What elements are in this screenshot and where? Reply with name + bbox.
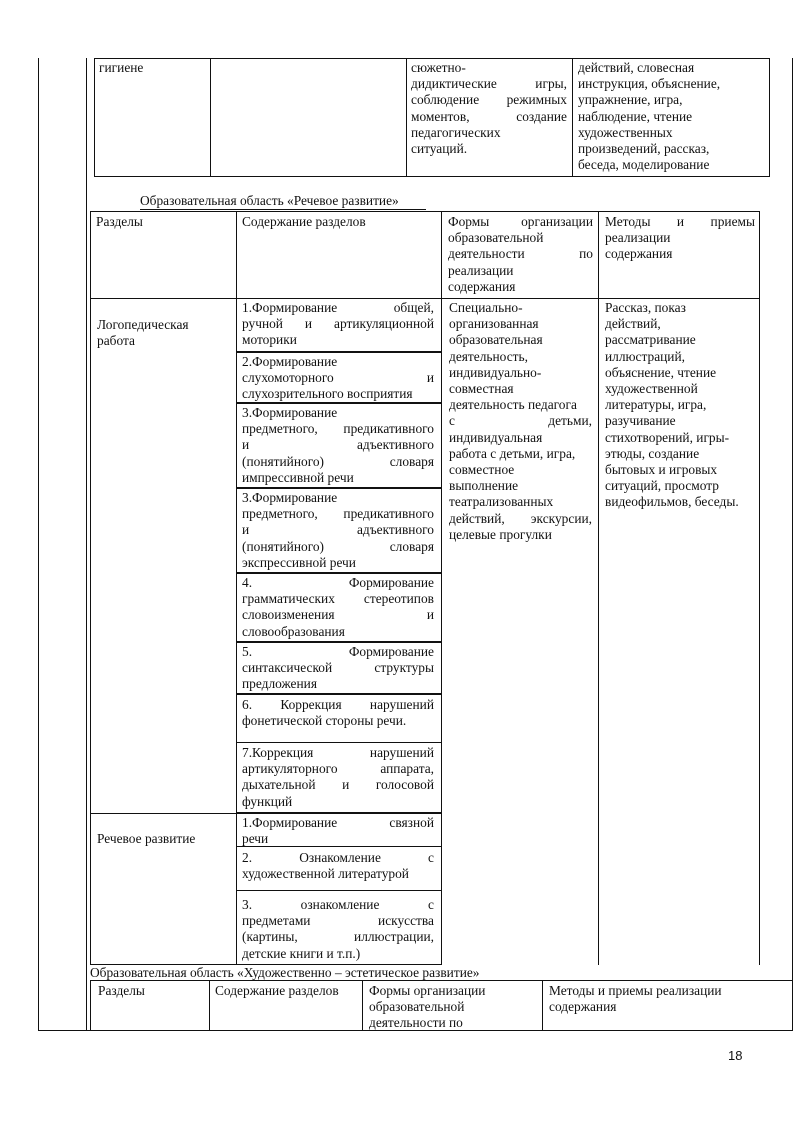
header-forms: Формы организации образовательной деятельности по реализации содержания: [448, 214, 593, 294]
art-header-methods: Методы и приемы реализации содержания: [549, 983, 722, 1015]
forms-text: Специально- организованная образовательная деятельность, индивидуально- совместная деятельность педагога с детьми, индивидуальная работа с детьми, игра, совместное выполнение театрализованных действий, экскурсии, целевые прогулки: [449, 300, 592, 542]
header-sections: Разделы: [96, 214, 143, 229]
page-number: 18: [728, 1048, 743, 1063]
header-content: Содержание разделов: [242, 214, 366, 229]
art-header-content: Содержание разделов: [215, 983, 339, 998]
top-table-col1: гигиене: [99, 60, 144, 75]
content-item-2: 2.Формирование слухомоторного и слухозрительного восприятия: [242, 354, 434, 402]
content-item-4: 3.Формирование предметного, предикативного и адъективного (понятийного) словаря экспрессивной речи: [242, 490, 434, 570]
speech-area-title-underline: [140, 209, 426, 210]
page-frame-right: [792, 58, 793, 1031]
top-table-col3: сюжетно- дидиктические игры, соблюдение режимных моментов, создание педагогических ситуаций.: [411, 60, 567, 157]
content-item-1: 1.Формирование общей, ручной и артикуляционной моторики: [242, 300, 434, 348]
content-item-9: 1.Формирование связной речи: [242, 815, 434, 847]
section-speech-therapy: Логопедическая работа: [97, 317, 189, 349]
speech-area-title: Образовательная область «Речевое развитие»: [140, 193, 399, 208]
page-frame-inner-left: [86, 58, 87, 1031]
section-speech-development: Речевое развитие: [97, 831, 196, 846]
art-area-title: Образовательная область «Художественно – эстетическое развитие»: [90, 965, 480, 980]
content-item-3: 3.Формирование предметного, предикативного и адъективного (понятийного) словаря импрессивной речи: [242, 405, 434, 485]
page-frame-left: [38, 58, 39, 1031]
header-methods: Методы и приемы реализации содержания: [605, 214, 755, 262]
methods-text: Рассказ, показ действий, рассматривание иллюстраций, объяснение, чтение художественной литературы, игра, разучивание стихотворений, игры- этюды, создание бытовых и игровых ситуаций, просмотр видеофильмов, беседы.: [605, 300, 739, 510]
content-item-6: 5. Формирование синтаксической структуры предложения: [242, 644, 434, 692]
art-header-forms: Формы организации образовательной деятельности по: [369, 983, 486, 1031]
content-item-7: 6. Коррекция нарушений фонетической стороны речи.: [242, 697, 434, 729]
content-item-8: 7.Коррекция нарушений артикуляторного аппарата, дыхательной и голосовой функций: [242, 745, 434, 809]
content-item-5: 4. Формирование грамматических стереотипов словоизменения и словообразования: [242, 575, 434, 639]
content-item-10: 2. Ознакомление с художественной литературой: [242, 850, 434, 882]
content-item-11: 3. ознакомление с предметами искусства (картины, иллюстрации, детские книги и т.п.): [242, 897, 434, 961]
top-table-col4: действий, словесная инструкция, объяснение, упражнение, игра, наблюдение, чтение художественных произведений, рассказ, беседа, моделирование: [578, 60, 721, 173]
art-header-sections: Разделы: [98, 983, 145, 998]
